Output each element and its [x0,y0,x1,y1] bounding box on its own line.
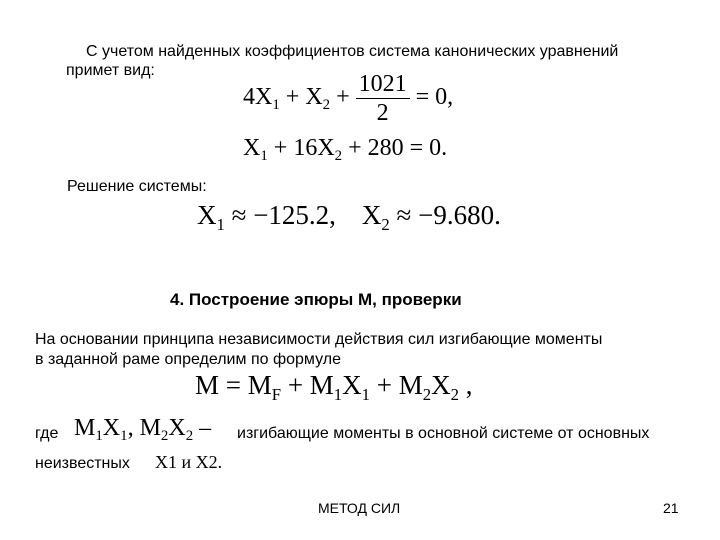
moment-formula: $M = M_F + M_1X_1 + M_2X_2$ , [195,370,473,404]
paragraph-line-1: На основании принципа независимости действия сил изгибающие моменты [35,331,603,348]
where-text-line-2: неизвестных [35,455,130,472]
solution-formula: $X_1 \approx -125.2$, $X_2 \approx -9.680$. [197,200,501,234]
intro-line-1: С учетом найденных коэффициентов система канонических уравнений [86,43,619,60]
solution-label: Решение системы: [67,178,207,195]
where-text-line-1: изгибающие моменты в основной системе от основных [237,425,650,442]
intro-line-2: примет вид: [66,62,155,79]
section-heading: 4. Построение эпюры М, проверки [170,290,462,309]
equation-2: $X_1 + 16X_2 + 280 = 0$. [243,135,448,165]
page-number: 21 [663,500,679,516]
where-formula: $M_1X_1$, $M_2X_2$ – [74,415,212,445]
paragraph-line-2: в заданной раме определим по формуле [35,351,341,368]
where-unknowns: X1 и X2. [155,452,223,472]
where-label: где [35,425,59,442]
equation-1: $4X_1 + X_2$ + $\frac{1021}{2}$ = 0, [243,71,454,126]
footer-title: МЕТОД СИЛ [318,500,401,516]
fraction: $\frac{1021}{2}$ [356,70,410,127]
